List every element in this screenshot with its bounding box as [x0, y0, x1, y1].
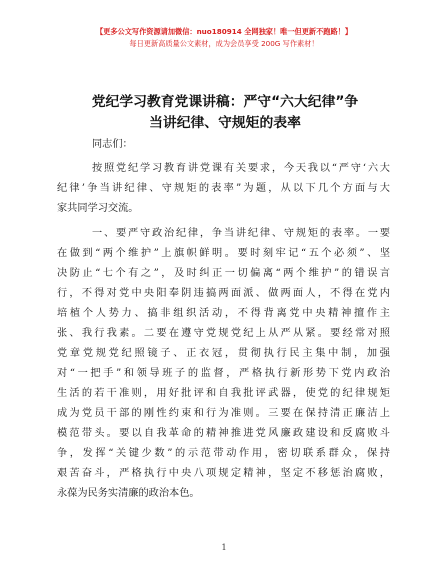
- document-title: [60, 92, 390, 134]
- page-number: 1: [221, 543, 227, 552]
- body-line: 家共同学习交流。: [57, 203, 139, 214]
- body-line: 生活的若干准则，用好批评和自我批评武器，使党的纪律规矩: [57, 388, 390, 399]
- body-line: 纪律’争当讲纪律、守规矩的表率”为题，从以下几个方面与大: [57, 183, 390, 194]
- body-line: 永葆为民务实清廉的政治本色。: [57, 488, 200, 499]
- body-line: 模范带头。要以自我革命的精神推进党风廉政建设和反腐败斗: [57, 428, 390, 439]
- salutation: 同志们：: [92, 139, 133, 150]
- body-line: 对“一把手”和领导班子的监督，严格执行新形势下党内政治: [57, 368, 390, 379]
- body-line: 一、要严守政治纪律，争当讲纪律、守规矩的表率。一要: [92, 228, 390, 239]
- body-line: 按照党纪学习教育讲党课有关要求，今天我以“严守‘六大: [92, 163, 390, 174]
- promo-banner-line-2: 每日更新高质量公文素材，成为会员享受 200G 写作素材！: [129, 39, 319, 48]
- body-line: 成为党员干部的刚性约束和行为准则。三要在保持清正廉洁上: [57, 408, 390, 419]
- body-line: 决防止“七个有之”，及时纠正一切偏离“两个维护”的错误言: [57, 268, 390, 279]
- title-line: 当讲纪律、守规矩的表率: [149, 115, 301, 131]
- body-line: 张、我行我素。二要在遵守党规党纪上从严从紧。要经常对照: [57, 328, 390, 339]
- body-line: 行，不得对党中央阳奉阴违搞两面派、做两面人，不得在党内: [57, 288, 390, 299]
- body-line: 培植个人势力、搞非组织活动，不得背离党中央精神擅作主: [57, 308, 390, 319]
- body-line: 争，发挥“关键少数”的示范带动作用，密切联系群众，保持: [57, 448, 390, 459]
- title-line: 党纪学习教育党课讲稿：严守“六大纪律”争: [91, 94, 359, 110]
- promo-banner-line-1: 【更多公文写作资源请加微信：nuo180914 全网独家！唯一但更新不跑路！】: [95, 27, 353, 36]
- body-line: 艰苦奋斗，严格执行中央八项规定精神，坚定不移惩治腐败，: [57, 468, 390, 479]
- body-line: 在做到“两个维护”上旗帜鲜明。要时刻牢记“五个必须”、坚: [57, 248, 390, 259]
- body-line: 党章党规党纪照镜子、正衣冠，贯彻执行民主集中制，加强: [57, 348, 390, 359]
